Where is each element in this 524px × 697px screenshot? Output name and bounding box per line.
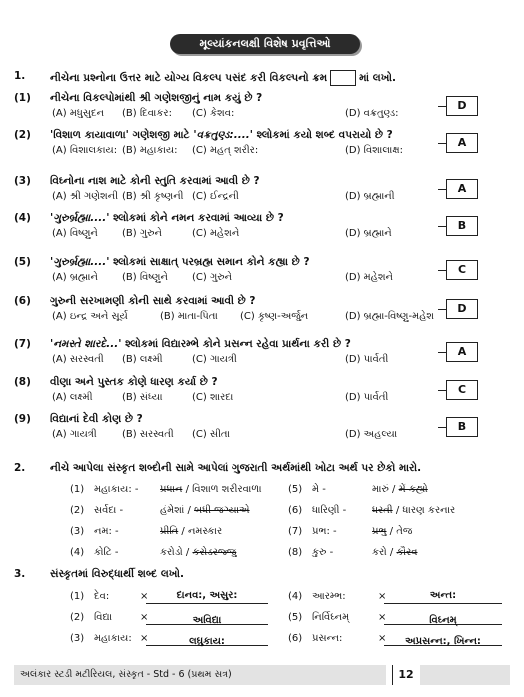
- question-text: [50, 295, 256, 308]
- question-text: [50, 338, 351, 351]
- strike-item: [288, 547, 418, 558]
- meaning-a: હંમેશાં: [160, 505, 185, 516]
- meaning-a: ધરતી: [372, 505, 393, 516]
- answer-dash: [438, 106, 446, 107]
- meaning-separator: /: [386, 547, 397, 558]
- antonym-cross-sign: ×: [140, 633, 149, 644]
- strike-item: [288, 526, 412, 537]
- option-d: (D) વક્રતુણ્ડ:: [345, 108, 399, 119]
- strike-item-number: (2): [70, 505, 85, 516]
- antonym-item: [288, 591, 386, 602]
- question-text-start: ગુરુની સરખામણી કોની સાથે કરવામાં આવી છે ?: [50, 295, 256, 307]
- antonym-cross-sign: ×: [140, 591, 149, 602]
- question-text-start: ': [50, 212, 54, 224]
- strike-item-word: કોટિ -: [94, 547, 119, 558]
- answer-box: D: [446, 96, 478, 116]
- answer-box: C: [446, 260, 478, 280]
- option-a: (A) સરસ્વતી: [52, 354, 104, 365]
- antonym-answer: દાનવ:, અસુર:: [176, 590, 238, 601]
- strike-item-number: (4): [70, 547, 85, 558]
- option-a: (A) લક્ષ્મી: [52, 392, 93, 403]
- question-text-start: ': [50, 338, 54, 350]
- strike-item: [288, 505, 455, 516]
- section3-instruction: સંસ્કૃતમાં વિરુદ્ધાર્થી શબ્દ લખો.: [50, 568, 185, 580]
- meaning-a: મારું: [372, 484, 389, 495]
- strike-item-number: (1): [70, 484, 85, 495]
- question-text-start: ': [50, 256, 54, 268]
- strike-item: [288, 484, 428, 495]
- answer-box: D: [446, 299, 478, 319]
- antonym-item-word: વિદ્યા: [94, 612, 113, 623]
- section1-instruction-end: માં લખો.: [359, 72, 396, 84]
- antonym-item: [288, 612, 386, 623]
- meaning-b: કરોડરજ્જુ: [192, 547, 237, 558]
- meaning-b: નમસ્કાર: [187, 526, 223, 537]
- meaning-separator: /: [392, 505, 403, 516]
- meaning-b: વિશાળ શરીરવાળા: [192, 484, 262, 495]
- strike-item-word: પ્રભ: -: [312, 526, 337, 537]
- answer-box: B: [446, 216, 478, 236]
- strike-item-number: (5): [288, 484, 303, 495]
- antonym-answer: અપ્રસન્ન:, ખિન્ન:: [405, 636, 481, 647]
- question-text: [50, 212, 284, 225]
- question-number: (7): [14, 338, 31, 350]
- section3-number: 3.: [14, 568, 26, 580]
- strike-item-number: (8): [288, 547, 303, 558]
- question-text: [50, 256, 310, 269]
- strike-item-word: મે -: [312, 484, 326, 495]
- antonym-item: [288, 633, 386, 644]
- strike-item-word: ધારિણી -: [312, 505, 347, 516]
- option-c: (C) ગુરુને: [192, 272, 233, 283]
- question-quote: ગુરુર્બ્રહ્મા....: [53, 212, 107, 224]
- strike-item: [70, 505, 250, 516]
- antonym-item-word: નિર્વિઘ્નમ્: [312, 612, 350, 623]
- question-text-start: વીણા અને પુસ્તક કોણે ધારણ કર્યા છે ?: [50, 376, 218, 388]
- meaning-separator: /: [184, 505, 195, 516]
- meaning-b: કૌરવ: [396, 547, 418, 558]
- answer-box: C: [446, 380, 478, 400]
- antonym-answer: અન્ત:: [429, 590, 457, 601]
- antonym-cross-sign: ×: [378, 612, 387, 623]
- question-text-start: વિઘ્નોના નાશ માટે કોની સ્તુતિ કરવામાં આવી છે ?: [50, 175, 260, 187]
- option-b: (B) દિવાકર:: [122, 108, 172, 119]
- question-number: (6): [14, 295, 31, 307]
- option-b: (B) ગુરુને: [122, 228, 162, 239]
- strike-item: [70, 484, 262, 495]
- option-d: (D) અહલ્યા: [345, 429, 398, 440]
- strike-item-number: (6): [288, 505, 303, 516]
- meaning-separator: /: [388, 484, 399, 495]
- antonym-item-word: દેવ:: [94, 591, 110, 602]
- antonym-item-number: (3): [70, 633, 85, 644]
- meaning-b: મેં કહ્યો: [398, 484, 428, 495]
- answer-sample-box: [330, 70, 356, 86]
- strike-item: [70, 526, 222, 537]
- answer-dash: [438, 270, 446, 271]
- option-a: (A) વિશાલકાય:: [52, 145, 118, 156]
- question-quote: વક્રતુણ્ડ:....: [196, 129, 250, 141]
- footer-text: અલંકાર સ્ટડી મટીરિયલ, સંસ્કૃત - Std - 6 (પ્રથમ સત્ર): [14, 665, 386, 685]
- option-b: (B) લક્ષ્મી: [122, 354, 163, 365]
- antonym-item-number: (6): [288, 633, 303, 644]
- meaning-b: ધારણ કરનાર: [402, 505, 456, 516]
- question-number: (9): [14, 413, 31, 425]
- option-a: (A) ઇન્દ્ર અને સૂર્ય: [52, 311, 128, 322]
- option-d: (D) બ્રહ્માની: [345, 191, 395, 202]
- question-number: (1): [14, 92, 31, 104]
- strike-item-word: નમ: -: [94, 526, 119, 537]
- option-d: (D) મહેશને: [345, 272, 394, 283]
- option-b: (B) મહાકાય:: [122, 145, 178, 156]
- answer-line: [384, 603, 502, 604]
- meaning-separator: /: [386, 526, 397, 537]
- question-text: [50, 413, 143, 426]
- strike-item: [70, 547, 236, 558]
- page-number: 12: [392, 665, 419, 685]
- meaning-separator: /: [182, 547, 193, 558]
- question-text: [50, 175, 260, 188]
- question-text-end: ' શ્લોકમાં વિદ્યારમ્ભે કોને પ્રસન્ન રહેવા પ્રાર્થના કરી છે ?: [118, 338, 351, 350]
- answer-dash: [438, 390, 446, 391]
- meaning-a: કરોડો: [160, 547, 183, 558]
- answer-dash: [438, 189, 446, 190]
- question-number: (4): [14, 212, 31, 224]
- meaning-a: પ્રધાન: [160, 484, 183, 495]
- footer-bar: [420, 665, 510, 685]
- option-c: (C) સીતા: [192, 429, 231, 440]
- option-b: (B) માતા-પિતા: [160, 311, 218, 322]
- section2-instruction: નીચે આપેલા સંસ્કૃત શબ્દોની સામે આપેલાં ગુજરાતી અર્થમાંથી ખોટા અર્થ પર છેકો મારો.: [50, 462, 422, 474]
- question-text: [50, 92, 262, 105]
- antonym-item: [70, 591, 148, 602]
- answer-box: A: [446, 133, 478, 153]
- strike-item-word: મહાકાય: -: [94, 484, 139, 495]
- question-text-end: ' શ્લોકમાં કોને નમન કરવામાં આવ્યા છે ?: [106, 212, 284, 224]
- option-b: (B) શ્રી કૃષ્ણની: [122, 191, 184, 202]
- question-number: (8): [14, 376, 31, 388]
- meaning-a: પ્રીતિ: [160, 526, 179, 537]
- answer-dash: [438, 309, 446, 310]
- section2-number: 2.: [14, 462, 26, 474]
- answer-dash: [438, 143, 446, 144]
- antonym-answer: લઘુકાય:: [189, 636, 225, 647]
- option-c: (C) કેશવ:: [192, 108, 235, 119]
- option-a: (A) ગાયત્રી: [52, 429, 97, 440]
- question-number: (2): [14, 129, 31, 141]
- antonym-item-word: મહાકાય:: [94, 633, 132, 644]
- section1-instruction: નીચેના પ્રશ્નોના ઉત્તર માટે યોગ્ય વિકલ્પ પસંદ કરી વિકલ્પનો ક્રમ: [50, 72, 328, 84]
- question-quote: નમસ્તે શારદે...: [53, 338, 119, 350]
- option-c: (C) મહત્ શરીર:: [192, 145, 259, 156]
- antonym-cross-sign: ×: [378, 591, 387, 602]
- question-text-start: 'વિશાળ કાયાવાળા' ગણેશજી માટે ': [50, 129, 197, 141]
- option-d: (D) બ્રહ્મા-વિષ્ણુ-મહેશ: [345, 311, 435, 322]
- option-d: (D) બ્રહ્માને: [345, 228, 392, 239]
- antonym-answer: વિઘ્નમ્: [429, 615, 457, 626]
- question-quote: ગુરુર્બ્રહ્મા....: [53, 256, 107, 268]
- antonym-item: [70, 612, 148, 623]
- answer-box: A: [446, 179, 478, 199]
- option-d: (D) પાર્વતી: [345, 354, 389, 365]
- question-text-end: ' શ્લોકમાં સાક્ષાત્ પરબ્રહ્મ સમાન કોને કહ્યા છે ?: [106, 256, 310, 268]
- answer-box: A: [446, 342, 478, 362]
- meaning-b: તેજ: [396, 526, 413, 537]
- option-b: (B) સંધ્યા: [122, 392, 163, 403]
- question-text: [50, 129, 393, 142]
- antonym-item: [70, 633, 148, 644]
- option-c: (C) ગાયત્રી: [192, 354, 237, 365]
- option-d: (D) વિશાલાક્ષ:: [345, 145, 403, 156]
- option-b: (B) સરસ્વતી: [122, 429, 174, 440]
- meaning-a: પ્રભુ: [372, 526, 387, 537]
- antonym-item-number: (2): [70, 612, 85, 623]
- option-a: (A) બ્રહ્માને: [52, 272, 98, 283]
- antonym-cross-sign: ×: [378, 633, 387, 644]
- option-a: (A) વિષ્ણુને: [52, 228, 98, 239]
- antonym-item-word: પ્રસન્ન:: [312, 633, 343, 644]
- option-b: (B) વિષ્ણુને: [122, 272, 168, 283]
- section1-number: 1.: [14, 70, 26, 82]
- strike-item-word: સર્વદા -: [94, 505, 124, 516]
- antonym-item-number: (4): [288, 591, 303, 602]
- strike-item-word: કુરુ -: [312, 547, 334, 558]
- answer-dash: [438, 226, 446, 227]
- option-c: (C) મહેશને: [192, 228, 240, 239]
- option-c: (C) કૃષ્ણ-અર્જુન: [240, 311, 309, 322]
- answer-line: [146, 603, 268, 604]
- question-number: (5): [14, 256, 31, 268]
- question-text: [50, 376, 218, 389]
- antonym-item-word: આરમ્ભ:: [312, 591, 346, 602]
- answer-dash: [438, 352, 446, 353]
- antonym-item-number: (5): [288, 612, 303, 623]
- antonym-item-number: (1): [70, 591, 85, 602]
- question-text-start: વિદ્યાનાં દેવી કોણ છે ?: [50, 413, 143, 425]
- strike-item-number: (3): [70, 526, 85, 537]
- option-a: (A) મધુસુદન: [52, 108, 105, 119]
- antonym-answer: અવિદ્યા: [192, 615, 222, 626]
- question-text-end: ' શ્લોકમાં કયો શબ્દ વપરાયો છે ?: [249, 129, 393, 141]
- question-number: (3): [14, 175, 31, 187]
- option-c: (C) ઈન્દ્રની: [192, 191, 239, 202]
- meaning-separator: /: [178, 526, 188, 537]
- meaning-a: કરો: [372, 547, 387, 558]
- section-banner: મૂલ્યાંકનલક્ષી વિશેષ પ્રવૃત્તિઓ: [170, 34, 360, 54]
- antonym-cross-sign: ×: [140, 612, 149, 623]
- option-d: (D) પાર્વતી: [345, 392, 389, 403]
- strike-item-number: (7): [288, 526, 303, 537]
- option-c: (C) શારદા: [192, 392, 234, 403]
- meaning-b: બધી જગ્યાએ: [194, 505, 250, 516]
- answer-box: B: [446, 417, 478, 437]
- meaning-separator: /: [182, 484, 193, 495]
- option-a: (A) શ્રી ગણેશની: [52, 191, 119, 202]
- answer-dash: [438, 427, 446, 428]
- question-text-start: નીચેના વિકલ્પોમાંથી શ્રી ગણેશજીનું નામ કયું છે ?: [50, 92, 263, 104]
